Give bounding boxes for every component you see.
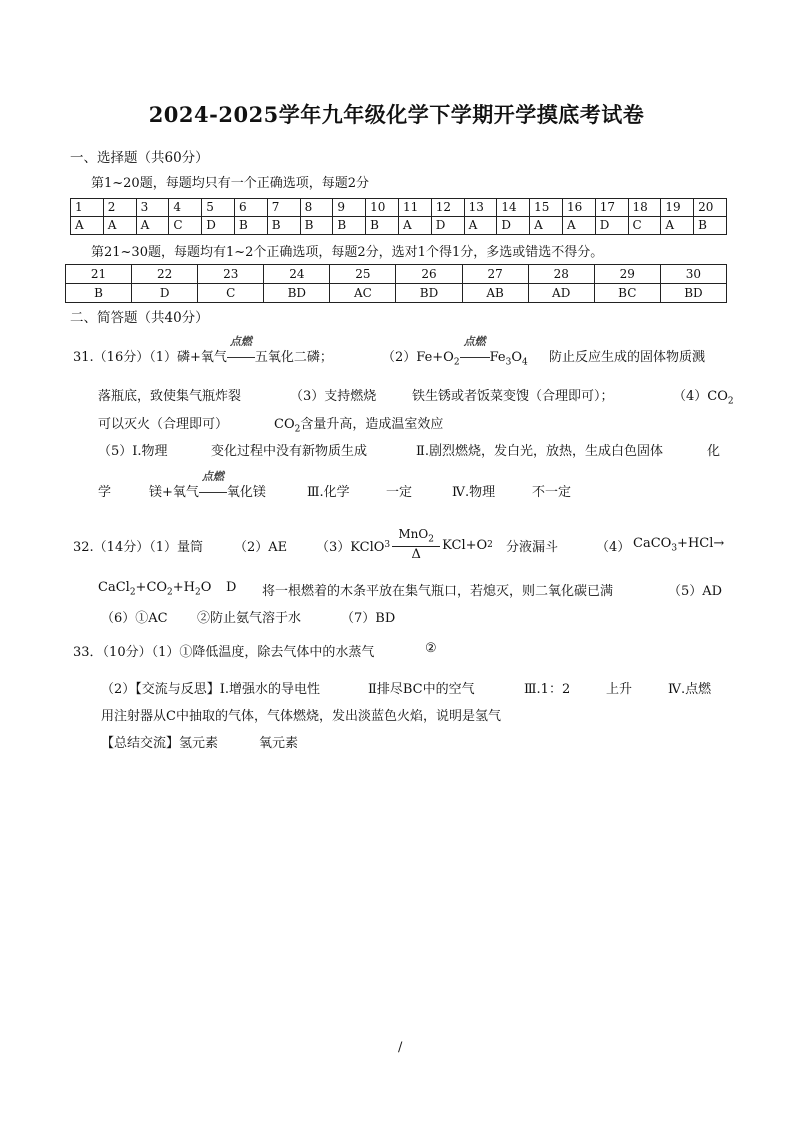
q32-line3b: ②防止氨气溶于水 — [197, 611, 302, 626]
q33-line2c: Ⅲ.1：2 — [524, 682, 571, 697]
table-cell: AD — [528, 284, 594, 303]
table-cell: 24 — [264, 265, 330, 284]
page-title: 2024-2025学年九年级化学下学期开学摸底考试卷 — [148, 102, 645, 127]
table-cell: 29 — [594, 265, 660, 284]
table-cell: 6 — [234, 199, 267, 217]
table-cell: A — [103, 217, 136, 235]
table-cell: 14 — [497, 199, 530, 217]
table-cell: 22 — [132, 265, 198, 284]
table-cell: 27 — [462, 265, 528, 284]
reaction-arrow: 点燃 — [199, 485, 227, 500]
table-cell: A — [398, 217, 431, 235]
table-cell: A — [661, 217, 694, 235]
q31-line1-end: 防止反应生成的固体物质溅 — [549, 350, 706, 365]
table-cell: C — [198, 284, 264, 303]
reaction-arrow: 点燃 — [460, 350, 490, 365]
q31-line5g: 不一定 — [532, 485, 572, 500]
table-cell: 13 — [464, 199, 497, 217]
table-cell: 5 — [202, 199, 235, 217]
table-cell: 12 — [431, 199, 464, 217]
table-cell: 20 — [694, 199, 727, 217]
q32-line1e: 分液漏斗 — [506, 540, 559, 555]
table-cell: D — [431, 217, 464, 235]
table-cell: 28 — [528, 265, 594, 284]
table-cell: B — [300, 217, 333, 235]
q31-part1: 31.（16分）（1）磷+氧气 — [73, 350, 227, 365]
q31-line2a: 落瓶底，致使集气瓶炸裂 — [98, 389, 242, 404]
table-cell: A — [71, 217, 104, 235]
table-cell: 9 — [333, 199, 366, 217]
q31-line2c: 铁生锈或者饭菜变馊（合理即可）； — [412, 389, 614, 404]
table-cell: D — [497, 217, 530, 235]
q31-line1-right: $(2)Fe+O_2$ 点燃 $Fe_3O_4$ — [382, 335, 528, 368]
table-cell: 17 — [595, 199, 628, 217]
q31-line2d: $(4)CO_2$ — [673, 389, 734, 407]
table-cell: B — [694, 217, 727, 235]
q33-line2b: Ⅱ排尽BC中的空气 — [368, 682, 475, 697]
table-cell: B — [267, 217, 300, 235]
q32-line2g: （5）AD — [668, 584, 723, 599]
table-cell: 26 — [396, 265, 462, 284]
section1-heading: 一、选择题（共60分） — [70, 150, 209, 166]
table-cell: 11 — [398, 199, 431, 217]
q32-equation: （3）KClO 3 $\frac{MnO_2}{\Delta}$ KCl+O 2 — [316, 526, 493, 563]
table-cell: A — [136, 217, 169, 235]
table-cell: BD — [396, 284, 462, 303]
table-cell: 30 — [660, 265, 726, 284]
table-cell: 3 — [136, 199, 169, 217]
q33-line1b: ② — [425, 641, 437, 656]
table-cell: D — [202, 217, 235, 235]
table-cell: A — [530, 217, 563, 235]
q33-line1a: 33．（10分）（1）①降低温度，除去气体中的水蒸气 — [73, 645, 375, 660]
table-cell: A — [562, 217, 595, 235]
q33-line4b: 氧元素 — [259, 736, 299, 751]
q32-line3c: （7）BD — [341, 611, 396, 626]
table-cell: B — [234, 217, 267, 235]
table-cell: 7 — [267, 199, 300, 217]
table-cell: A — [464, 217, 497, 235]
table-cell: D — [132, 284, 198, 303]
q32-line2f: 将一根燃着的木条平放在集气瓶口，若熄灭，则二氧化碳已满 — [262, 584, 614, 599]
answer-table-2 — [65, 264, 727, 303]
q32-line1a: 32.（14分）（1）量筒 — [73, 540, 203, 555]
table-cell: 23 — [198, 265, 264, 284]
q33-line2a: （2）【交流与反思】Ⅰ.增强水的导电性 — [101, 682, 321, 697]
table-cell: B — [333, 217, 366, 235]
table-cell: 2 — [103, 199, 136, 217]
q32-line2a: $CaCl_2+CO_2+H_2O$ — [98, 580, 212, 598]
table-cell: BD — [660, 284, 726, 303]
q31-line5a: 学 — [98, 485, 112, 500]
q31-line5-eq: 镁+氧气 点燃 氧化镁 — [149, 470, 266, 500]
q31-line5f: Ⅳ.物理 — [452, 485, 496, 500]
q32-line2e: D — [226, 580, 237, 595]
table-cell: B — [66, 284, 132, 303]
table-cell: 21 — [66, 265, 132, 284]
catalyst-arrow: $\frac{MnO_2}{\Delta}$ — [392, 527, 440, 563]
table-cell: B — [366, 217, 399, 235]
q31-line1 — [73, 335, 333, 365]
q32-line1f: （4） — [596, 540, 631, 555]
q33-line3: 用注射器从C中抽取的气体，气体燃烧，发出淡蓝色火焰，说明是氢气 — [101, 709, 501, 724]
table-cell: 10 — [366, 199, 399, 217]
page-number: / — [398, 1040, 403, 1055]
table1-number-row — [71, 199, 727, 217]
table-cell: D — [595, 217, 628, 235]
q31-line4b: 变化过程中没有新物质生成 — [211, 444, 368, 459]
reaction-arrow — [227, 335, 255, 365]
part1-note: 第1~20题，每题均只有一个正确选项，每题2分 — [91, 176, 369, 191]
table-cell: BD — [264, 284, 330, 303]
section2-heading: 二、简答题（共40分） — [70, 310, 209, 326]
table-cell: AB — [462, 284, 528, 303]
q31-line2b: （3）支持燃烧 — [290, 389, 377, 404]
answer-table-1 — [70, 198, 727, 235]
table1-answer-row — [71, 217, 727, 235]
table-cell: 18 — [628, 199, 661, 217]
table-cell: 4 — [169, 199, 202, 217]
q32-line1b: （2）AE — [234, 540, 288, 555]
table-cell: 19 — [661, 199, 694, 217]
q31-line4a: （5）Ⅰ.物理 — [98, 444, 168, 459]
q32-line3a: （6）①AC — [101, 611, 168, 626]
q31-line5d: Ⅲ.化学 — [307, 485, 350, 500]
table-cell: C — [169, 217, 202, 235]
q31-line4c: Ⅱ.剧烈燃烧，发白光，放热，生成白色固体 — [416, 444, 663, 459]
table-cell: BC — [594, 284, 660, 303]
table-cell: C — [628, 217, 661, 235]
table-cell: AC — [330, 284, 396, 303]
q33-line2d: 上升 — [606, 682, 633, 697]
q33-line4a: 【总结交流】氢元素 — [101, 736, 219, 751]
condition: 点燃 — [229, 335, 252, 348]
table2-number-row — [66, 265, 727, 284]
table-cell: 15 — [530, 199, 563, 217]
q31-line3a: 可以灭火（合理即可） — [98, 417, 229, 432]
q32-line1g: CaCO$_3$+HCl→ — [633, 536, 725, 554]
q33-line2e: Ⅳ.点燃 — [668, 682, 712, 697]
table2-answer-row — [66, 284, 727, 303]
q31-line3b: $CO_2$含量升高，造成温室效应 — [274, 417, 444, 435]
q31-product: 五氧化二磷； — [254, 350, 333, 365]
table-cell: 16 — [562, 199, 595, 217]
q31-line5e: 一定 — [386, 485, 413, 500]
q31-line4d: 化 — [707, 444, 721, 459]
table-cell: 8 — [300, 199, 333, 217]
part2-note: 第21~30题，每题均有1~2个正确选项，每题2分，选对1个得1分，多选或错选不得分。 — [91, 245, 604, 260]
table-cell: 25 — [330, 265, 396, 284]
table-cell: 1 — [71, 199, 104, 217]
